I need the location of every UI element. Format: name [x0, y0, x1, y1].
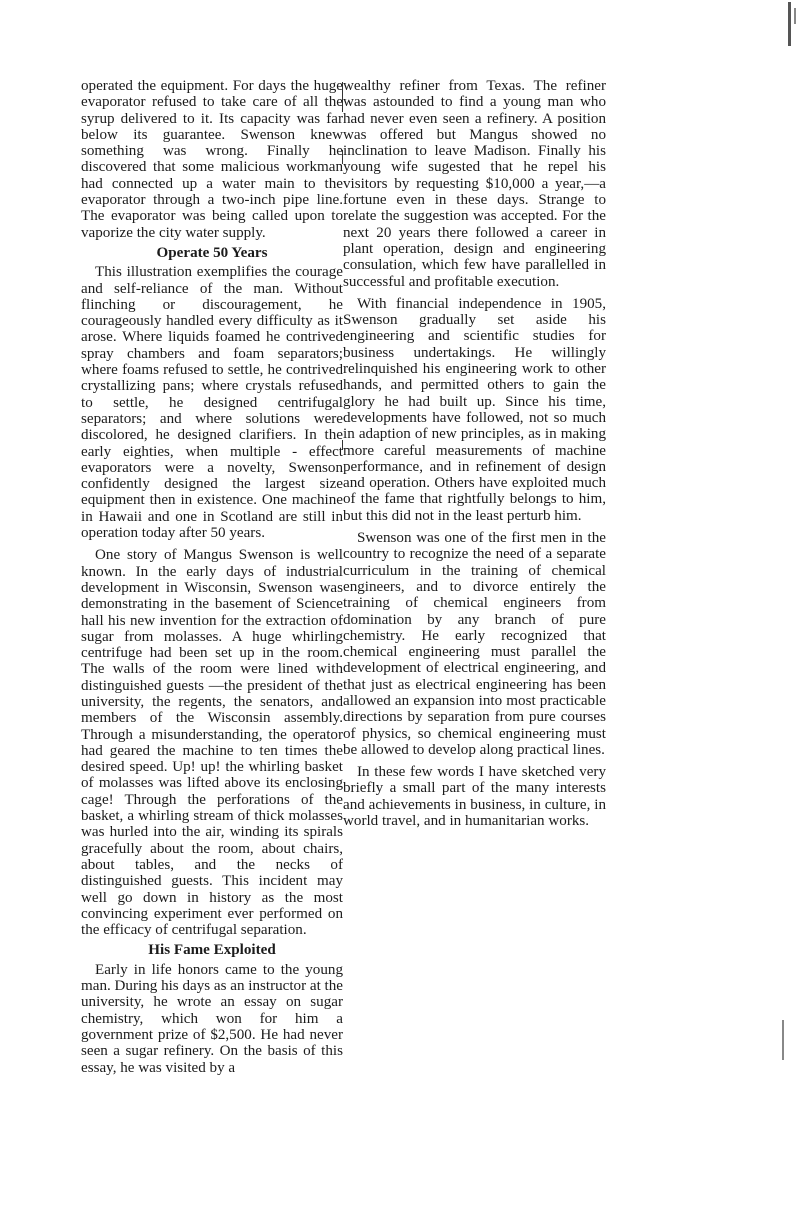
- paragraph: wealthy refiner from Texas. The refiner was astounded to find a young man who had never even seen a refinery. A position was offered but Mangus showed no inclination to leave Madison. Finally his young wife sugested that he repel his visitors by requesting $10,000 a year,—a fortune even in these days. Strange to relate the suggestion was accepted. For the next 20 years there followed a career in plant operation, design and engineering consulation, which few have parallelled in successful and profitable execution.: [343, 78, 606, 290]
- paragraph: With financial independence in 1905, Swenson gradually set aside his engineering and scientific studies for business undertakings. He willingly relinquished his engineering work to other hands, and permitted others to gain the glory he had built up. Since his time, developments have followed, not so much in adaption of new principles, as in making more careful measurements of machine performance, and in refinement of design and operation. Others have exploited much of the fame that rightfully belongs to him, but this did not in the least perturb him.: [343, 295, 606, 524]
- right-column: [343, 78, 606, 829]
- paragraph: In these few words I have sketched very briefly a small part of the many interests and achievements in business, in culture, in world travel, and in humanitarian works.: [343, 764, 606, 830]
- subheading: Operate 50 Years: [156, 244, 268, 261]
- edge-mark-bar: [788, 2, 791, 46]
- edge-scan-line: [782, 1020, 784, 1060]
- left-column: [81, 78, 343, 1076]
- paragraph: Swenson was one of the first men in the country to recognize the need of a separate curriculum in the training of chemical engineers, and to divorce entirely the training of chemical engineers from domination by any branch of pure chemistry. He early recognized that chemical engineering must parallel the development of electrical engineering, and that just as electrical engineering has been allowed an expansion into most practicable directions by separation from pure courses of physics, so chemical engineering must be allowed to develop along practical lines.: [343, 530, 606, 758]
- paragraph: This illustration exemplifies the courage and self-reliance of the man. Without flinching or discouragement, he courageously handled every difficulty as it arose. Where liquids foamed he contrived spray chambers and foam separators; where foams refused to settle, he contrived crystallizing pans; where crystals refused to settle, he designed centrifugal separators; and where solutions were discolored, he designed clarifiers. In the early eighties, when multiple - effect evaporators were a novelty, Swenson confidently designed the largest size equipment then in existence. One machine in Hawaii and one in Scotland are still in operation today after 50 years.: [81, 264, 343, 542]
- page-edge-mark: [776, 0, 798, 64]
- paragraph: operated the equipment. For days the huge evaporator refused to take care of all the syrup delivered to it. Its capacity was far below its guarantee. Swenson knew something was wrong. Finally he discovered that some malicious workman had connected up a water main to the evaporator through a two-inch pipe line. The evaporator was being called upon to vaporize the city water supply.: [81, 78, 343, 241]
- paragraph: One story of Mangus Swenson is well known. In the early days of industrial development in Wisconsin, Swenson was demonstrating in the basement of Science hall his new invention for the extraction of sugar from molasses. A huge whirling centrifuge had been set up in the room. The walls of the room were lined with distinguished guests —the president of the university, the regents, the senators, and members of the Wisconsin assembly. Through a misunderstanding, the operator had geared the machine to ten times the desired speed. Up! up! the whirling basket of molasses was lifted above its enclosing cage! Through the perforations of the basket, a whirling stream of thick molasses was hurled into the air, winding its spirals gracefully about the room, about chairs, about tables, and the necks of distinguished guests. This incident may well go down in history as the most convincing experiment ever performed on the efficacy of centrifugal separation.: [81, 547, 343, 939]
- edge-mark-bar-small: [794, 8, 796, 24]
- paragraph: Early in life honors came to the young man. During his days as an instructor at the university, he wrote an essay on sugar chemistry, which won for him a government prize of $2,500. He had never seen a sugar refinery. On the basis of this essay, he was visited by a: [81, 961, 343, 1076]
- subheading: His Fame Exploited: [148, 942, 276, 959]
